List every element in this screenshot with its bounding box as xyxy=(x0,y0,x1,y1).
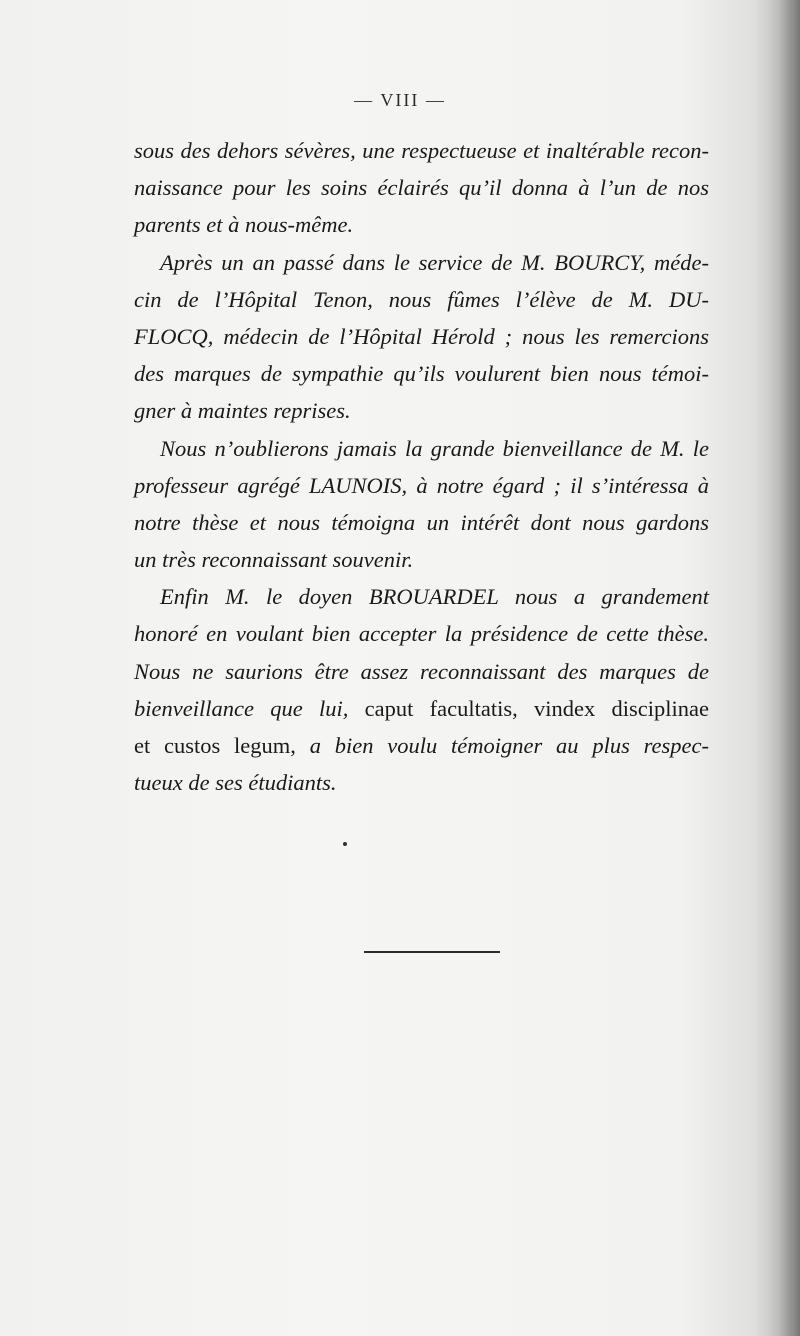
text-segment: Enfin M. le doyen BROUARDEL nous a grandement xyxy=(160,584,709,610)
text-segment: Nous n’oublierons jamais la grande bienveillance de M. le xyxy=(160,435,709,461)
text-line xyxy=(134,727,709,764)
text-segment: honoré en voulant bien accepter la présidence de cette thèse. xyxy=(134,621,709,647)
binding-shadow xyxy=(754,0,800,1336)
text-segment: Après un an passé dans le service de M. BOURCY, méde- xyxy=(160,249,709,275)
text-line xyxy=(134,132,709,169)
paragraph xyxy=(134,430,709,579)
text-line xyxy=(134,615,709,652)
text-segment: professeur agrégé LAUNOIS, à notre égard ; il s’intéressa à xyxy=(134,472,709,498)
text-segment: FLOCQ, médecin de l’Hôpital Hérold ; nous les remercions xyxy=(134,323,709,349)
text-segment: des marques de sympathie qu’ils voulurent bien nous témoi- xyxy=(134,361,709,387)
text-segment: bienveillance que lui, xyxy=(134,695,365,721)
text-segment: parents et à nous-même. xyxy=(134,212,354,238)
text-line xyxy=(134,653,709,690)
text-segment: naissance pour les soins éclairés qu’il donna à l’un de nos xyxy=(134,175,709,201)
text-segment: Nous ne saurions être assez reconnaissant des marques de xyxy=(134,658,709,684)
text-line xyxy=(134,318,709,355)
text-line xyxy=(134,281,709,318)
paragraph xyxy=(134,244,709,430)
text-line xyxy=(134,430,709,467)
section-end-rule xyxy=(364,951,500,953)
text-line xyxy=(134,541,709,578)
text-segment: gner à maintes reprises. xyxy=(134,398,351,424)
text-segment: sous des dehors sévères, une respectueuse et inaltérable recon- xyxy=(134,138,709,163)
text-line xyxy=(134,764,709,801)
paragraph xyxy=(134,132,709,244)
body-text xyxy=(134,132,709,801)
text-line xyxy=(134,206,709,243)
text-segment: tueux de ses étudiants. xyxy=(134,770,337,796)
text-line xyxy=(134,578,709,615)
text-segment: a bien voulu témoigner au plus respec- xyxy=(309,733,709,758)
text-line xyxy=(134,467,709,504)
ink-speck xyxy=(343,842,347,846)
text-line xyxy=(134,355,709,392)
page-number: — VIII — xyxy=(354,90,446,110)
text-line xyxy=(134,690,709,727)
text-segment: cin de l’Hôpital Tenon, nous fûmes l’élève de M. DU- xyxy=(134,286,709,312)
text-segment: caput facultatis, vindex disciplinae xyxy=(364,695,709,721)
paragraph xyxy=(134,578,709,801)
text-line xyxy=(134,392,709,429)
text-line xyxy=(134,169,709,206)
text-line xyxy=(134,244,709,281)
text-segment: un très reconnaissant souvenir. xyxy=(134,547,414,573)
text-segment: et custos legum, xyxy=(134,733,310,758)
text-segment: notre thèse et nous témoigna un intérêt dont nous gardons xyxy=(134,509,709,535)
text-line xyxy=(134,504,709,541)
